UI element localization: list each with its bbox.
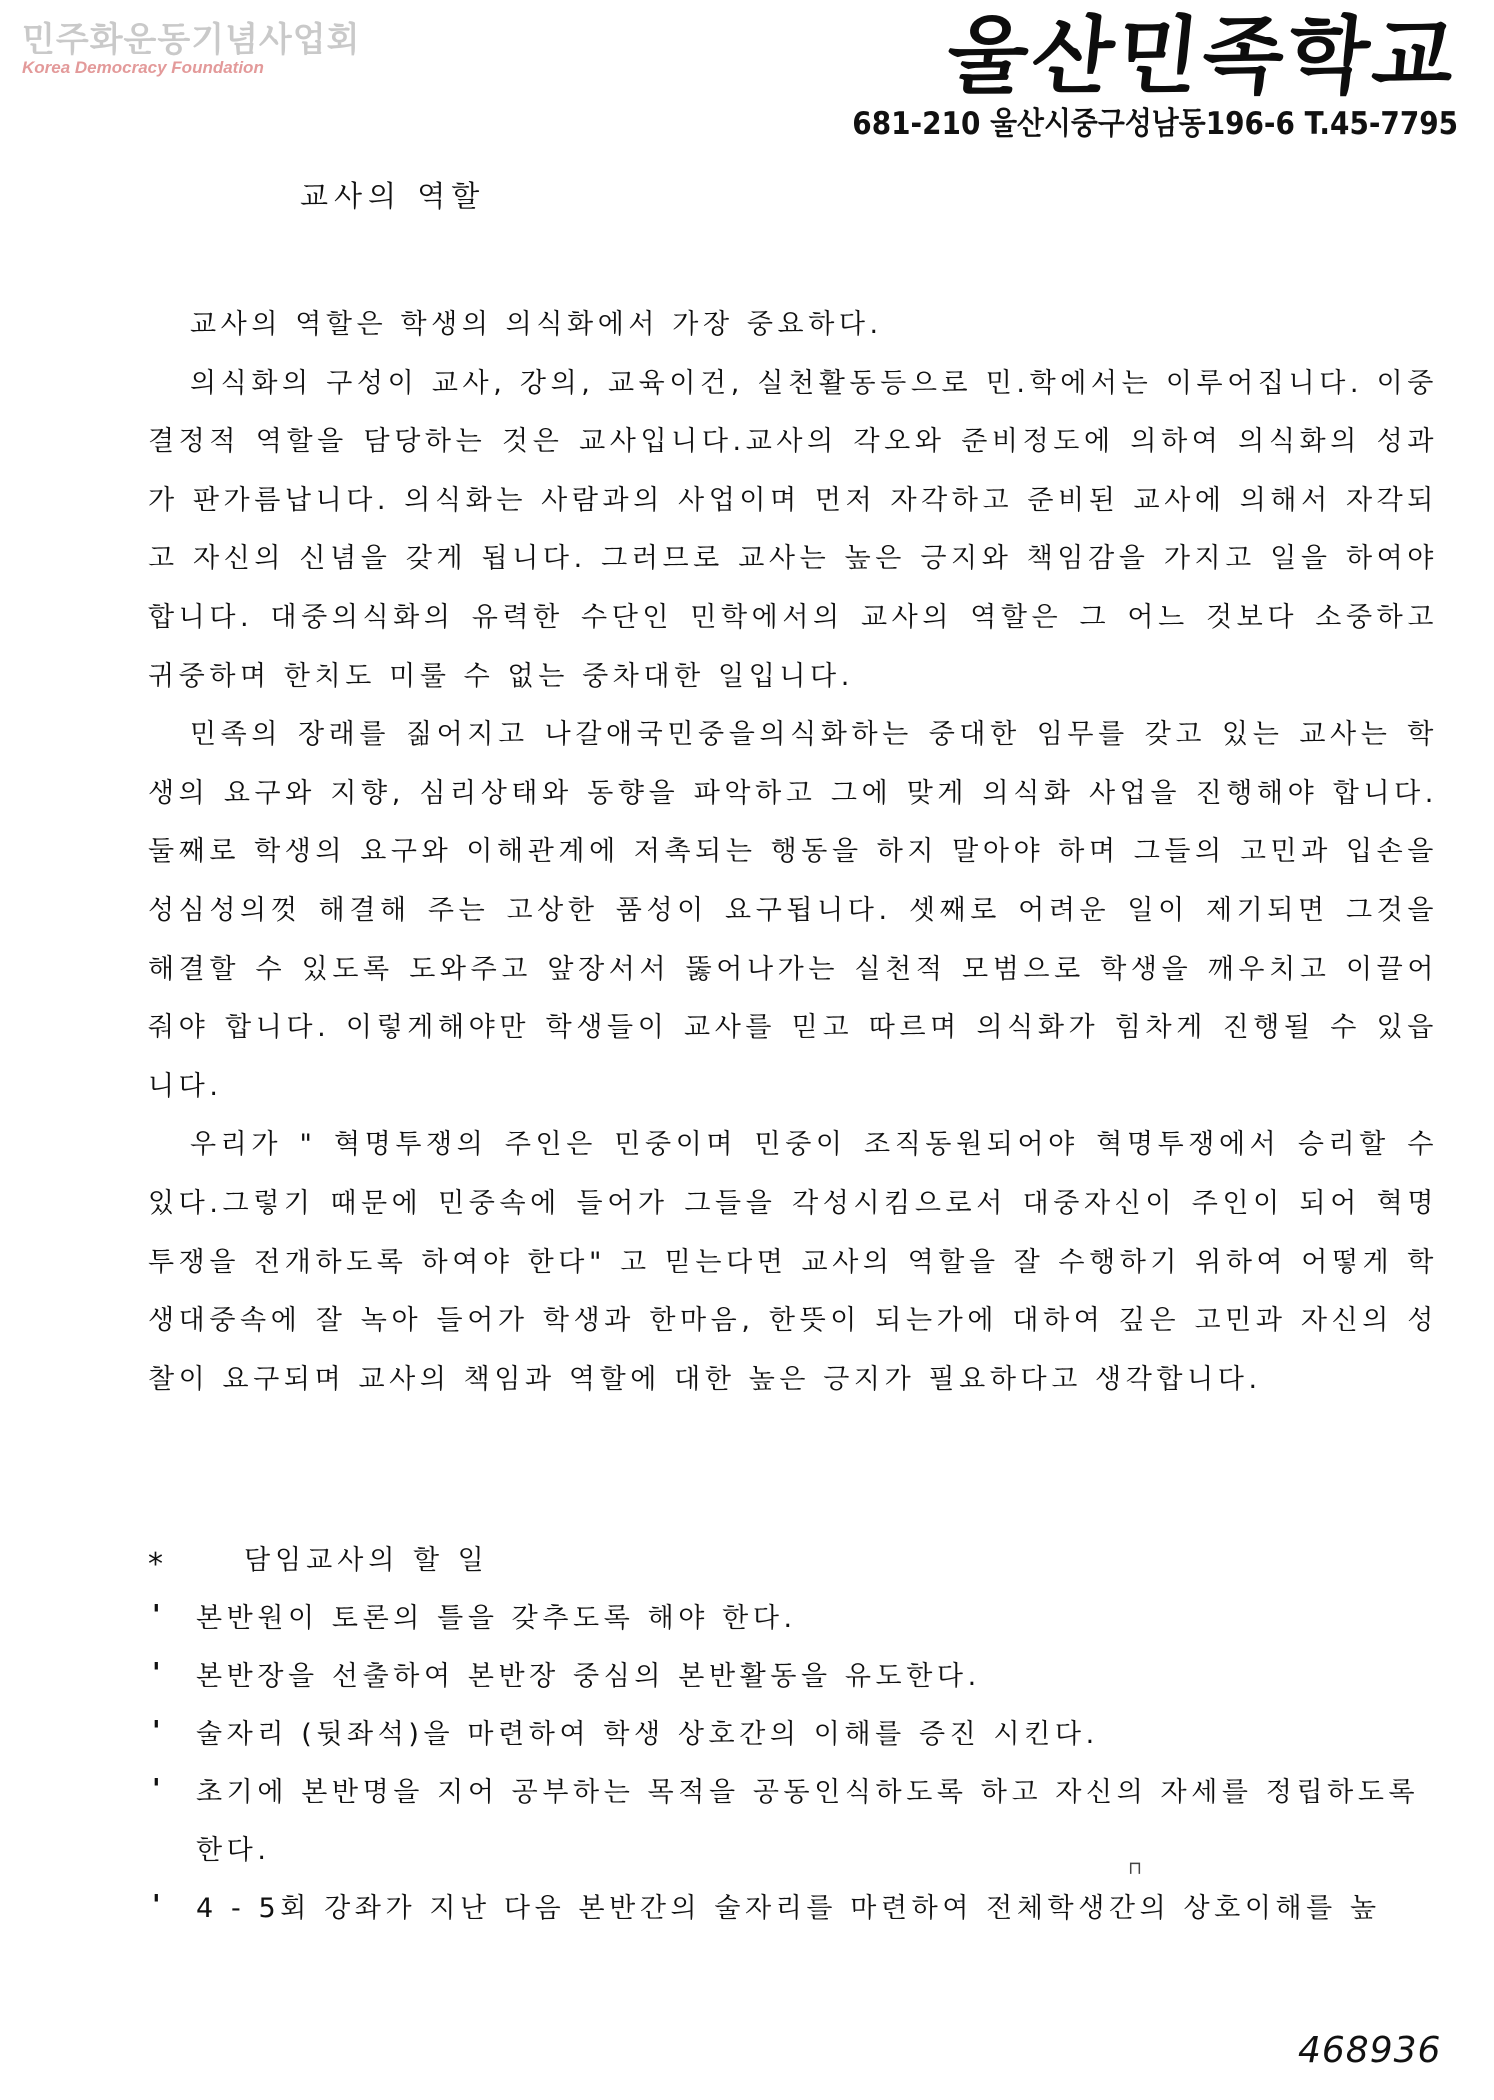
body-paragraph: 의식화의 구성이 교사, 강의, 교육이건, 실천활동등으로 민.학에서는 이루어집니다. 이중 결정적 역할을 담당하는 것은 교사입니다.교사의 각오와 준비정도에 의하여 의식화의 성과가 판가름납니다. 의식화는 사람과의 사업이며 먼저 자각하고 준비된 교사에 의해서 자각되고 자신의 신념을 갖게 됩니다. 그러므로 교사는 높은 긍지와 책임감을 가지고 일을 하여야 합니다. 대중의식화의 유력한 수단인 민학에서의 교사의 역할은 그 어느 것보다 소중하고 귀중하며 한치도 미룰 수 없는 중차대한 일입니다. [148, 367, 1438, 692]
watermark-korean: 민주화운동기념사업회 [22, 20, 361, 60]
duty-list-item [148, 1764, 1438, 1880]
foundation-watermark [22, 20, 360, 78]
duty-text: 4 - 5회 강좌가 지난 다음 본반간의 술자리를 마련하여 전체학생간의 상호이해를 높 [196, 1893, 1381, 1924]
document-title: 교사의 역할 [300, 179, 486, 213]
duty-text: 초기에 본반명을 지어 공부하는 목적을 공동인식하도록 하고 자신의 자세를 정립하도록 한다. [196, 1777, 1420, 1866]
duties-list [148, 1590, 1438, 1938]
school-letterhead [785, 6, 1464, 144]
bullet-mark: ' [152, 1656, 166, 1689]
duty-text: 본반장을 선출하여 본반장 중심의 본반활동을 유도한다. [196, 1661, 981, 1692]
bullet-mark: ' [152, 1714, 166, 1747]
body-paragraph: 교사의 역할은 학생의 의식화에서 가장 중요하다. [190, 309, 883, 340]
duty-list-item [148, 1706, 1438, 1764]
duties-heading-label: 담임교사의 할 일 [244, 1545, 489, 1576]
school-name: 울산민족학교 [941, 6, 1464, 105]
bullet-mark: ' [152, 1888, 166, 1921]
duty-text: 본반원이 토론의 틀을 갖추도록 해야 한다. [196, 1603, 797, 1634]
bullet-mark: ' [152, 1772, 166, 1805]
duty-list-item [148, 1648, 1438, 1706]
duties-heading [148, 1532, 1438, 1590]
duty-text: 술자리 (뒷좌석)을 마련하여 학생 상호간의 이해를 증진 시킨다. [196, 1719, 1099, 1750]
asterisk-marker: * [148, 1547, 168, 1582]
duty-list-item [148, 1590, 1438, 1648]
stray-scan-mark: ⊓ [1128, 1858, 1143, 1879]
homeroom-duties-section [148, 1532, 1438, 1938]
duty-list-item [148, 1880, 1438, 1938]
body-paragraph: 민족의 장래를 짊어지고 나갈애국민중을의식화하는 중대한 임무를 갖고 있는 교사는 학생의 요구와 지향, 심리상태와 동향을 파악하고 그에 맞게 의식화 사업을 진행해야 합니다. 둘째로 학생의 요구와 이해관계에 저촉되는 행동을 하지 말아야 하며 그들의 고민과 입손을 성심성의껏 해결해 주는 고상한 품성이 요구됩니다. 셋째로 어려운 일이 제기되면 그것을 해결할 수 있도록 도와주고 앞장서서 뚫어나가는 실천적 모범으로 학생을 깨우치고 이끌어줘야 합니다. 이렇게해야만 학생들이 교사를 믿고 따르며 의식화가 힘차게 진행될 수 있읍니다. [148, 719, 1438, 1102]
bullet-mark: ' [152, 1598, 166, 1631]
document-body [148, 296, 1438, 1409]
watermark-english: Korea Democracy Foundation [22, 58, 264, 77]
page-number: 468936 [1298, 2030, 1442, 2071]
body-paragraph: 우리가 " 혁명투쟁의 주인은 민중이며 민중이 조직동원되어야 혁명투쟁에서 승리할 수 있다.그렇기 때문에 민중속에 들어가 그들을 각성시킴으로서 대중자신이 주인이 되어 혁명투쟁을 전개하도록 하여야 한다" 고 믿는다면 교사의 역할을 잘 수행하기 위하여 어떻게 학생대중속에 잘 녹아 들어가 학생과 한마음, 한뜻이 되는가에 대하여 깊은 고민과 자신의 성찰이 요구되며 교사의 책임과 역할에 대한 높은 긍지가 필요하다고 생각합니다. [148, 1129, 1438, 1395]
school-address: 681-210 울산시중구성남동196-6 T.45-7795 [852, 106, 1458, 142]
